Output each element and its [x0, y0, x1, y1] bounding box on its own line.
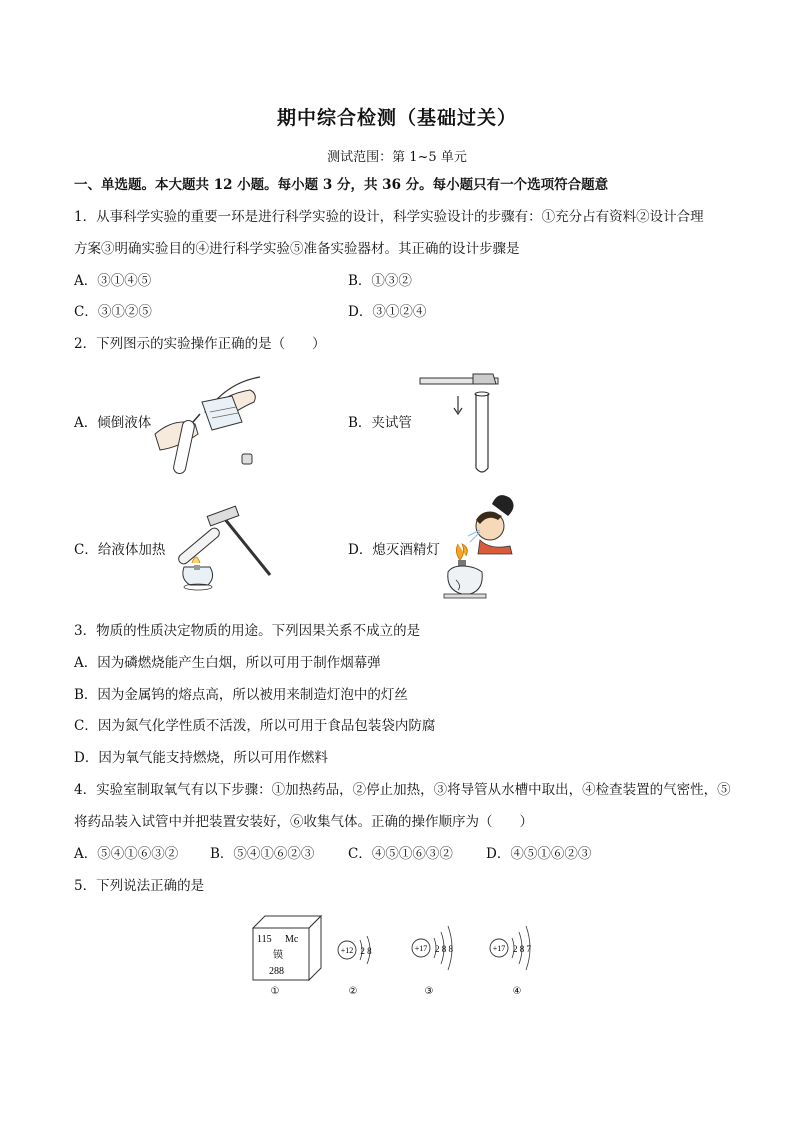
q1-option-c: C．③①②⑤	[74, 304, 152, 320]
element-symbol: Mc	[285, 934, 299, 945]
figure-label-2: ②	[348, 986, 358, 997]
element-mass: 288	[269, 966, 284, 977]
svg-text:+17: +17	[492, 944, 506, 953]
svg-text:+12: +12	[340, 946, 354, 955]
element-number: 115	[257, 934, 272, 945]
q2-stem: 2．下列图示的实验操作正确的是（ ）	[74, 336, 326, 352]
section-heading: 一、单选题。本大题共 12 小题。每小题 3 分，共 36 分。每小题只有一个选项符合题意	[74, 177, 609, 193]
q3-option-a: A．因为磷燃烧能产生白烟，所以可用于制作烟幕弹	[74, 655, 381, 671]
figure-label-4: ④	[512, 986, 522, 997]
q3-stem: 3．物质的性质决定物质的用途。下列因果关系不成立的是	[74, 623, 421, 639]
atom-diagram-cl-ion	[412, 926, 454, 970]
q2-option-c: C．给液体加热	[74, 542, 166, 558]
q4-stem-line2: 将药品装入试管中并把装置安装好，⑥收集气体。正确的操作顺序为（ ）	[74, 814, 533, 830]
page-title: 期中综合检测（基础过关）	[276, 107, 517, 129]
svg-text:2 8 7: 2 8 7	[513, 944, 531, 954]
q4-option-a: A．⑤④①⑥③②	[74, 846, 179, 862]
svg-text:+17: +17	[414, 944, 428, 953]
q2-option-b: B．夹试管	[348, 415, 412, 431]
q1-option-a: A．③①④⑤	[74, 273, 152, 289]
q2-option-a: A．倾倒液体	[74, 415, 152, 431]
q1-stem-line2: 方案③明确实验目的④进行科学实验⑤准备实验器材。其正确的设计步骤是	[74, 241, 520, 257]
extinguish-lamp-illustration	[440, 490, 530, 605]
q5-stem: 5．下列说法正确的是	[74, 878, 205, 894]
page-subtitle: 测试范围：第 1~5 单元	[327, 150, 467, 165]
atom-structure-figure	[245, 910, 545, 1000]
q2-option-d: D．熄灭酒精灯	[348, 542, 440, 558]
pouring-liquid-illustration	[150, 372, 265, 477]
q3-option-b: B．因为金属钨的熔点高，所以被用来制造灯泡中的灯丝	[74, 687, 408, 703]
svg-text:2 8: 2 8	[360, 946, 372, 956]
q4-option-d: D．④⑤①⑥②③	[486, 846, 592, 862]
q3-option-c: C．因为氮气化学性质不活泼，所以可用于食品包装袋内防腐	[74, 718, 436, 734]
q1-stem-line1: 1．从事科学实验的重要一环是进行科学实验的设计，科学实验设计的步骤有：①充分占有资料②设计合理	[74, 209, 704, 225]
q4-option-c: C．④⑤①⑥③②	[348, 846, 453, 862]
svg-text:2 8 8: 2 8 8	[435, 944, 453, 954]
atom-diagram-cl	[490, 926, 532, 970]
test-tube-clamp-illustration	[418, 372, 503, 477]
heating-liquid-illustration	[172, 505, 277, 600]
q1-option-d: D．③①②④	[348, 304, 427, 320]
atom-diagram-mg	[338, 936, 372, 964]
q4-option-b: B．⑤④①⑥②③	[210, 846, 315, 862]
q1-option-b: B．①③②	[348, 273, 412, 289]
figure-label-3: ③	[424, 986, 434, 997]
q3-option-d: D．因为氧气能支持燃烧，所以可用作燃料	[74, 750, 328, 766]
q4-stem-line1: 4．实验室制取氧气有以下步骤：①加热药品，②停止加热，③将导管从水槽中取出，④检查装置的气密性，⑤	[74, 782, 731, 798]
figure-label-1: ①	[270, 986, 280, 997]
element-name: 镆	[273, 950, 283, 961]
element-cell	[253, 916, 321, 980]
